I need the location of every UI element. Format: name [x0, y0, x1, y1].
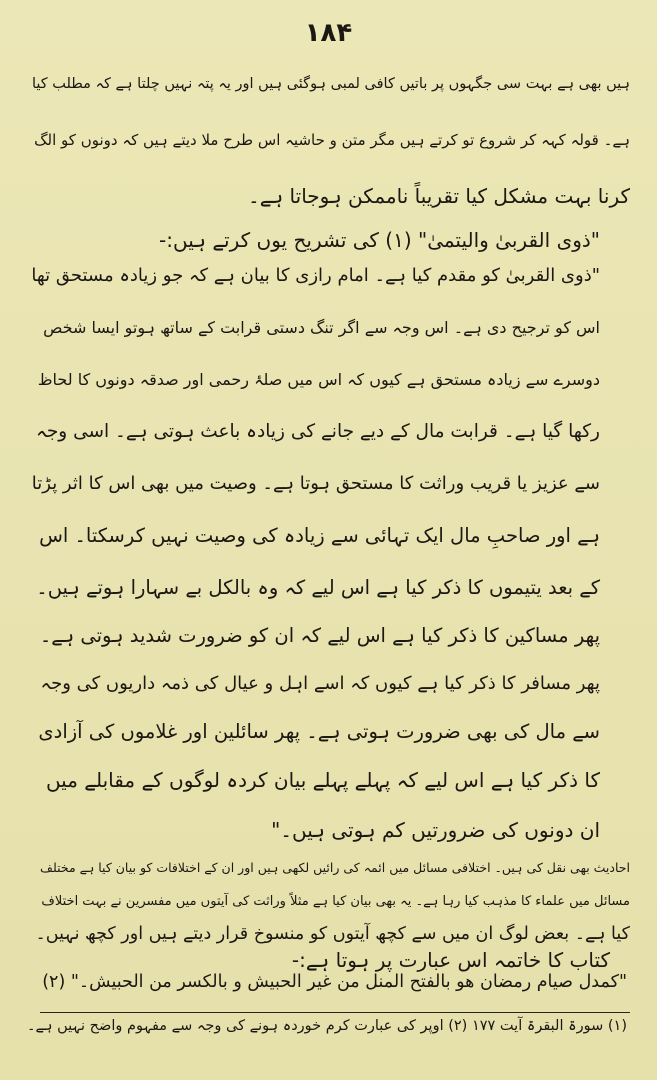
page-number: ۱۸۴ — [304, 18, 353, 48]
intro-line: ہیں بھی ہے بہت سی جگہوں پر باتیں کافی لمبی ہوگئی ہیں اور یہ پتہ نہیں چلتا ہے کہ مطلب کیا — [31, 76, 630, 92]
after-line: کتاب کا خاتمہ اس عبارت پر ہوتا ہے:- — [291, 948, 610, 972]
quote-line: سے مال کی بھی ضرورت ہوتی ہے۔ پھر سائلین اور غلاموں کی آزادی — [38, 720, 600, 743]
quote-line: رکھا گیا ہے۔ قرابت مال کے دیے جانے کی زیادہ باعث ہوتی ہے۔ اسی وجہ — [36, 421, 600, 442]
quote-line: "ذوی القربیٰ کو مقدم کیا ہے۔ امام رازی کا بیان ہے کہ جو زیادہ مستحق تھا — [31, 265, 600, 286]
quote-line: کا ذکر کیا ہے اس لیے کہ پہلے پہلے بیان کردہ لوگوں کے مقابلے میں — [45, 768, 600, 792]
intro-line: ہے۔ قولہ کہہ کر شروع تو کرتے ہیں مگر متن و حاشیہ اس طرح ملا دیتے ہیں کہ دونوں کو الگ — [34, 131, 630, 149]
quote-line: ہے اور صاحبِ مال ایک تہائی سے زیادہ کی وصیت نہیں کرسکتا۔ اس — [39, 524, 600, 547]
after-line: کیا ہے۔ بعض لوگ ان میں سے کچھ آیتوں کو منسوخ قرار دیتے ہیں اور کچھ نہیں۔ — [35, 924, 630, 944]
footnote: (۱) سورۃ البقرۃ آیت ۱۷۷ (۲) اوپر کی عبارت کرم خوردہ ہونے کی وجہ سے مفہوم واضح نہیں ہے۔ — [27, 1018, 627, 1034]
footnote-divider — [40, 1012, 630, 1013]
quote-line: ان دونوں کی ضرورتیں کم ہوتی ہیں۔" — [271, 818, 600, 842]
after-line: احادیث بھی نقل کی ہیں۔ اختلافی مسائل میں ائمہ کی رائیں لکھی ہیں اور ان کے اختلافات کو بیان کیا ہے مختلف — [40, 860, 630, 875]
closing-quotation: "کمدل صیام رمضان ھو بالفتح المنل من غیر الحبیش و بالکسر من الحبیش۔" (۲) — [42, 972, 627, 992]
quote-line: دوسرے سے زیادہ مستحق ہے کیوں کہ اس میں صلۂ رحمی اور صدقہ دونوں کا لحاظ — [37, 370, 600, 389]
after-line: مسائل میں علماء کا مذہب کیا رہا ہے۔ یہ بھی بیان کیا ہے مثلاً وراثت کی آیتوں میں مفسرین نے بہت اختلاف — [41, 894, 630, 909]
intro-line: "ذوی القربیٰ والیتمیٰ" (۱) کی تشریح یوں کرتے ہیں:- — [159, 228, 600, 252]
intro-line: کرنا بہت مشکل کیا تقریباً ناممکن ہوجاتا ہے۔ — [248, 184, 630, 208]
quote-line: کے بعد یتیموں کا ذکر کیا ہے اس لیے کہ وہ بالکل بے سہارا ہوتے ہیں۔ — [36, 576, 600, 599]
quote-line: پھر مسافر کا ذکر کیا ہے کیوں کہ اسے اہل و عیال کی ذمہ داریوں کی وجہ — [40, 673, 600, 694]
quote-line: اس کو ترجیح دی ہے۔ اس وجہ سے اگر تنگ دستی قرابت کے ساتھ ہوتو ایسا شخص — [43, 318, 600, 337]
quote-line: پھر مساکین کا ذکر کیا ہے اس لیے کہ ان کو ضرورت شدید ہوتی ہے۔ — [39, 624, 600, 647]
quote-line: سے عزیز یا قریب وراثت کا مستحق ہوتا ہے۔ وصیت میں بھی اس کا اثر پڑتا — [31, 473, 600, 494]
